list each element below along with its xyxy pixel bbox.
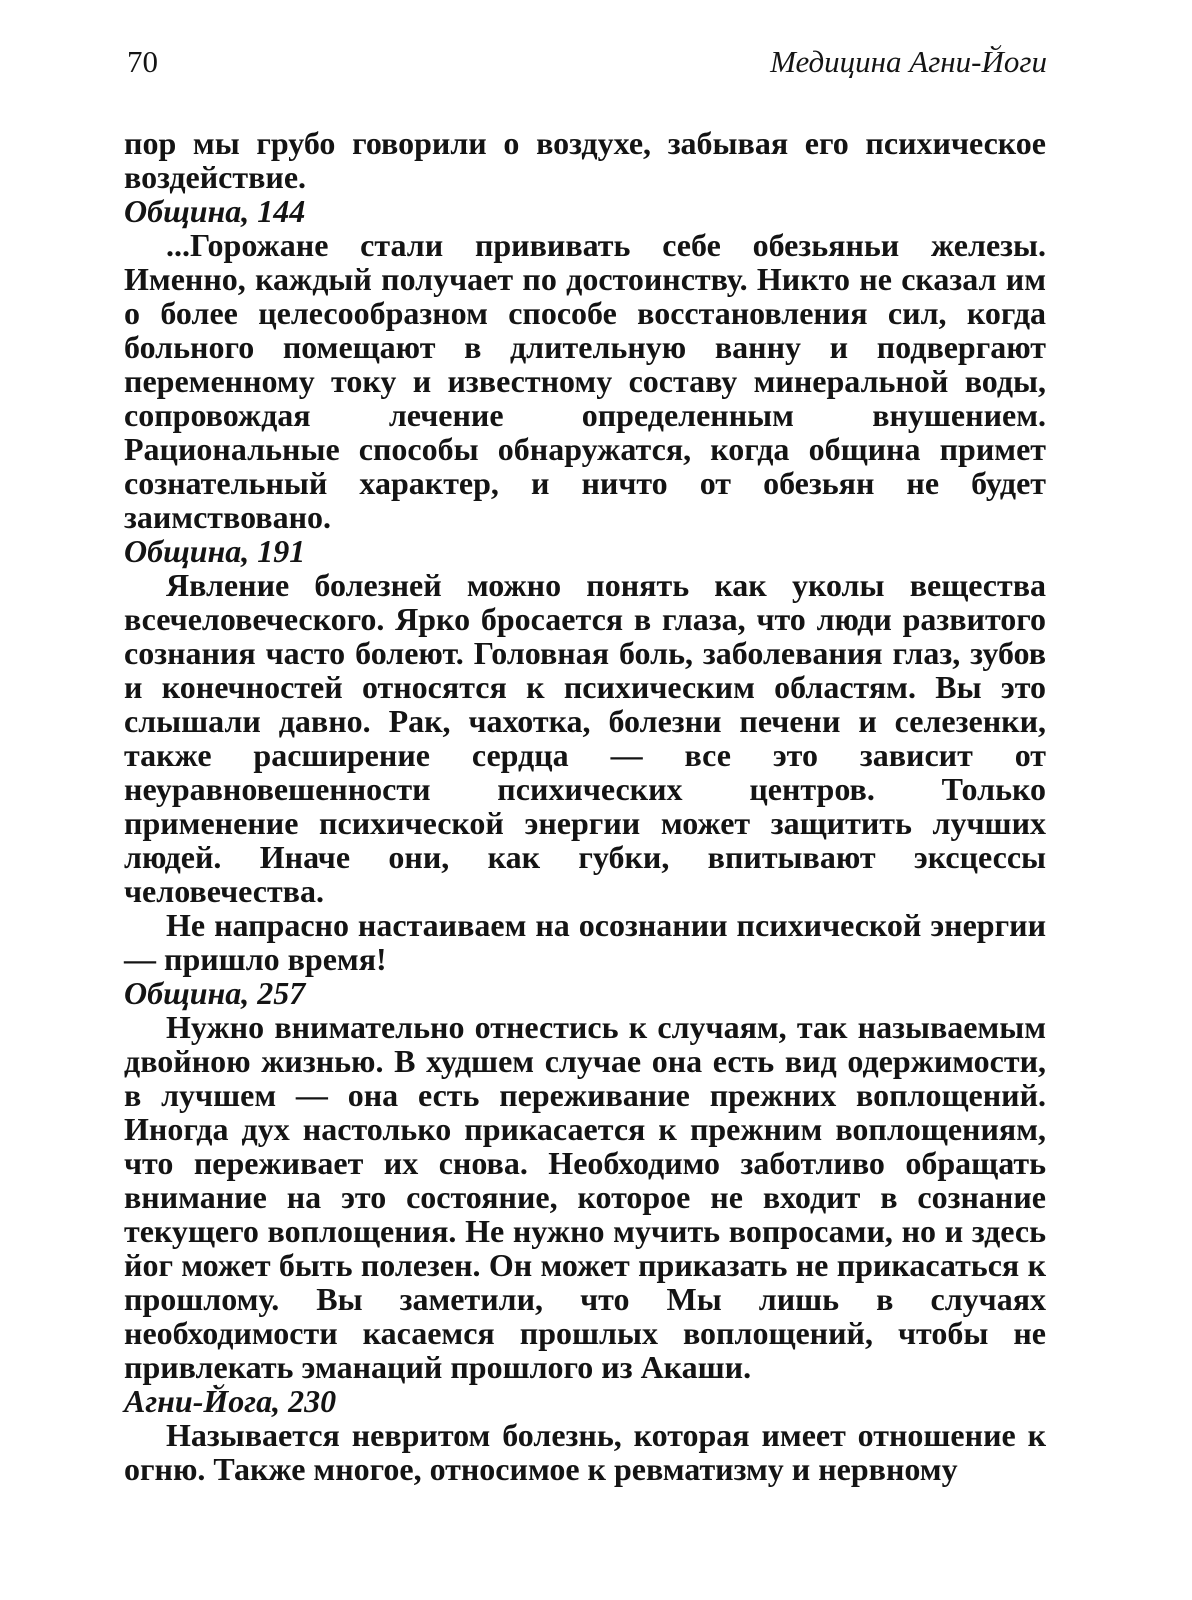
paragraph: Не напрасно настаиваем на осознании психической энергии — пришло время! [124,907,1046,977]
paragraph: Нужно внимательно отнестись к случаям, так называемым двойною жизнью. В худшем случае она есть вид одержимости, в лучшем — она есть переживание прежних воплощений. Иногда дух настолько прикасается к прежним воплощениям, что переживает их снова. Необходимо заботливо обращать внимание на это состояние, которое не входит в сознание текущего воплощения. Не нужно мучить вопросами, но и здесь йог может быть полезен. Он может приказать не прикасаться к прошлому. Вы заметили, что Мы лишь в случаях необходимости касаемся прошлых воплощений, чтобы не привлекать эманаций прошлого из Акаши. [124,1009,1046,1385]
paragraph: ...Горожане стали прививать себе обезьяньи железы. Именно, каждый получает по достоинству. Никто не сказал им о более целесообразном способе восстановления сил, когда больного помещают в длительную ванну и подвергают переменному току и известному составу минеральной воды, сопровождая лечение определенным внушением. Рациональные способы обнаружатся, когда община примет сознательный характер, и ничто от обезьян не будет заимствовано. [124,227,1046,535]
page-content [124,126,1046,1486]
source-citation: Община, 191 [124,533,306,569]
source-citation: Община, 257 [124,975,306,1011]
running-title: Медицина Агни-Йоги [770,44,1047,79]
paragraph: Явление болезней можно понять как уколы вещества всечеловеческого. Ярко бросается в глаза, что люди развитого сознания часто болеют. Головная боль, заболевания глаз, зубов и конечностей относятся к психическим областям. Вы это слышали давно. Рак, чахотка, болезни печени и селезенки, также расширение сердца — все это зависит от неуравновешенности психических центров. Только применение психической энергии может защитить лучших людей. Иначе они, как губки, впитывают эксцессы человечества. [124,567,1046,909]
page-number: 70 [127,44,158,79]
paragraph: пор мы грубо говорили о воздухе, забывая его психическое воздействие. [124,125,1046,195]
paragraph: Называется невритом болезнь, которая имеет отношение к огню. Также многое, относимое к ревматизму и нервному [124,1417,1046,1487]
source-citation: Агни-Йога, 230 [124,1383,337,1419]
page-header [127,44,1047,84]
source-citation: Община, 144 [124,193,306,229]
